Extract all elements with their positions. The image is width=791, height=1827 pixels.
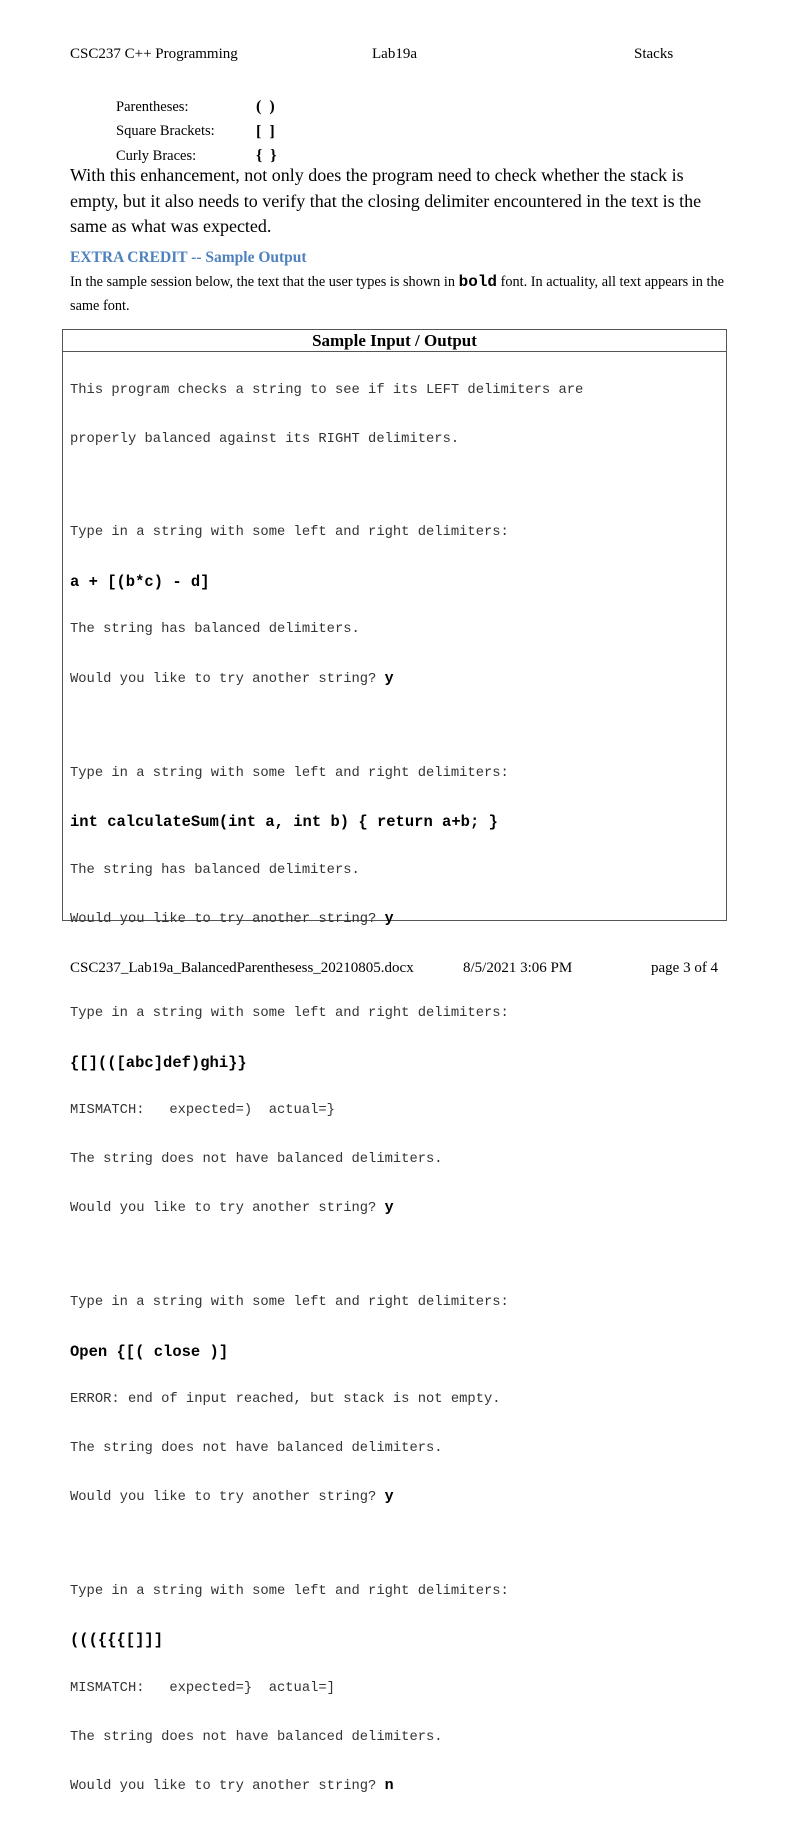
- footer-datetime: 8/5/2021 3:06 PM: [463, 960, 573, 976]
- delimiter-name: Parentheses:: [116, 98, 189, 115]
- user-answer: y: [384, 669, 394, 687]
- again-prompt: Would you like to try another string?: [70, 1201, 385, 1217]
- intro-line: This program checks a string to see if its LEFT delimiters are: [70, 383, 584, 398]
- user-input-line: ((({{{[]]]: [70, 1631, 164, 1650]
- delimiter-list: [116, 95, 279, 169]
- output-line: The string has balanced delimiters.: [70, 622, 360, 638]
- extra-credit-text: [70, 270, 730, 318]
- output-line: ERROR: end of input reached, but stack is not empty.: [70, 1392, 501, 1408]
- again-line: [70, 910, 583, 930]
- user-answer: n: [384, 1777, 394, 1795]
- again-line: [70, 1199, 583, 1219]
- header-topic: Stacks: [634, 46, 674, 62]
- output-line: The string does not have balanced delimiters.: [70, 1151, 443, 1167]
- again-prompt: Would you like to try another string?: [70, 671, 385, 687]
- delimiter-symbols: [ ]: [256, 122, 277, 140]
- footer-filename: CSC237_Lab19a_BalancedParenthesess_20210805.docx: [70, 960, 414, 976]
- user-input-line: a + [(b*c) - d]: [70, 572, 210, 591]
- delimiter-name: Square Brackets:: [116, 123, 215, 140]
- again-line: [70, 1488, 583, 1508]
- user-answer: y: [384, 1488, 394, 1506]
- user-answer: y: [384, 910, 394, 928]
- user-input-line: int calculateSum(int a, int b) { return a+b; }: [70, 813, 498, 832]
- prompt-line: Type in a string with some left and right delimiters:: [70, 1005, 509, 1021]
- output-line: The string does not have balanced delimiters.: [70, 1729, 443, 1745]
- again-prompt: Would you like to try another string?: [70, 912, 385, 928]
- sample-session: [70, 352, 583, 1827]
- again-prompt: Would you like to try another string?: [70, 1490, 385, 1506]
- output-line: The string has balanced delimiters.: [70, 862, 360, 878]
- enhancement-paragraph: With this enhancement, not only does the program need to check whether the stack is empty, but it also needs to verify that the closing delimiter encountered in the text is the same as what was expected.: [70, 165, 702, 236]
- header-course: CSC237 C++ Programming: [70, 46, 238, 62]
- intro-line: properly balanced against its RIGHT delimiters.: [70, 431, 460, 447]
- extra-credit-bold-word: bold: [458, 273, 498, 291]
- output-line: The string does not have balanced delimiters.: [70, 1440, 443, 1456]
- delimiter-symbols: ( ): [256, 98, 277, 116]
- extra-credit-text-after: font. In actuality, all text appears in the same font.: [70, 274, 724, 314]
- user-input-line: {[](([abc]def)ghi}}: [70, 1053, 247, 1072]
- delimiter-row: [116, 95, 279, 120]
- footer-page: page 3 of 4: [651, 960, 719, 976]
- sample-io-title: Sample Input / Output: [63, 330, 726, 352]
- prompt-line: Type in a string with some left and right delimiters:: [70, 765, 509, 781]
- prompt-line: Type in a string with some left and right delimiters:: [70, 525, 509, 541]
- extra-credit-text-before: In the sample session below, the text that the user types is shown in: [70, 274, 459, 290]
- again-prompt: Would you like to try another string?: [70, 1779, 385, 1795]
- prompt-line: Type in a string with some left and right delimiters:: [70, 1294, 509, 1310]
- again-line: [70, 670, 583, 690]
- output-line: MISMATCH: expected=) actual=}: [70, 1103, 335, 1119]
- delimiter-name: Curly Braces:: [116, 147, 197, 164]
- header-lab: Lab19a: [372, 46, 417, 62]
- again-line: [70, 1777, 583, 1797]
- user-input-line: Open {[( close )]: [70, 1342, 229, 1361]
- extra-credit-heading: EXTRA CREDIT -- Sample Output: [70, 249, 307, 266]
- output-line: MISMATCH: expected=} actual=]: [70, 1681, 335, 1697]
- delimiter-row: [116, 120, 279, 145]
- user-answer: y: [384, 1199, 394, 1217]
- prompt-line: Type in a string with some left and right delimiters:: [70, 1583, 509, 1599]
- delimiter-symbols: { }: [256, 147, 279, 165]
